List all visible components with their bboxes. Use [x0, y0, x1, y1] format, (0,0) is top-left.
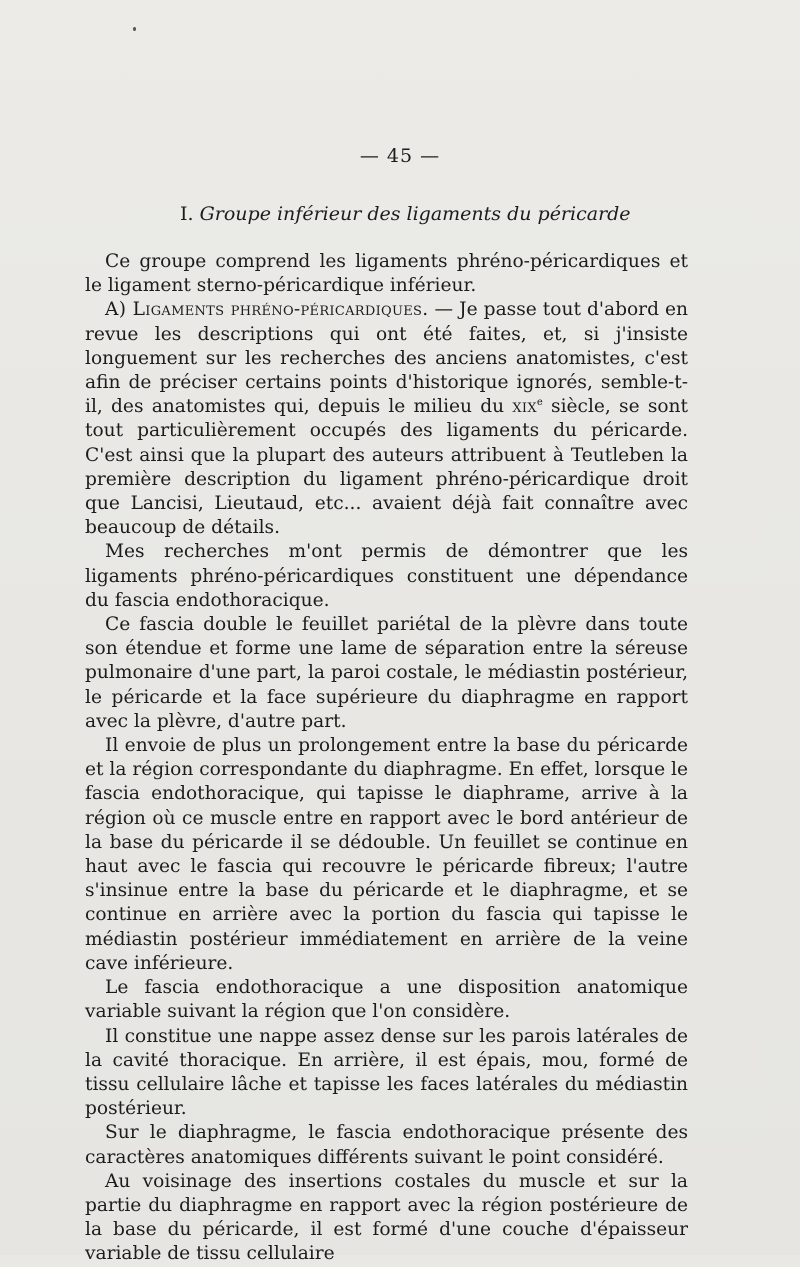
paragraph: [85, 1025, 688, 1122]
body-text: [85, 250, 688, 1267]
page-number: — 45 —: [359, 145, 441, 167]
paragraph-text: siècle, se sont tout particulièrement occupés des ligaments du péricarde. C'est ainsi que la plupart des auteurs attribuent à Teutleben la première description du ligament phréno-péricardique droit que Lancisi, Lieutaud, etc... avaient déjà fait connaître avec beaucoup de détails.: [85, 396, 688, 539]
paragraph-text: Il constitue une nappe assez dense sur les parois latérales de la cavité thoracique. En arrière, il est épais, mou, formé de tissu cellulaire lâche et tapisse les faces latérales du médiastin postérieur.: [85, 1025, 688, 1120]
paragraph: [85, 1170, 688, 1267]
paragraph-text: Ce fascia double le feuillet pariétal de la plèvre dans toute son étendue et forme une lame de séparation entre la séreuse pulmonaire d'une part, la paroi costale, le médiastin postérieur, le péricarde et la face supérieure du diaphragme en rapport avec la plèvre, d'autre part.: [85, 614, 688, 732]
paragraph: [85, 976, 688, 1024]
section-numeral: I.: [180, 203, 194, 225]
paragraph: [85, 1121, 688, 1169]
paragraph: [85, 250, 688, 298]
paragraph-text: Le fascia endothoracique a une disposition anatomique variable suivant la région que l'on considère.: [85, 977, 688, 1023]
section-heading: [180, 203, 631, 225]
paragraph: [85, 734, 688, 976]
paragraph: [85, 298, 688, 540]
paragraph-text: Il envoie de plus un prolongement entre la base du péricarde et la région correspondante du diaphragme. En effet, lorsque le fascia endothoracique, qui tapisse le diaphrame, arrive à la région où ce muscle entre en rapport avec le bord antérieur de la base du péricarde il se dédouble. Un feuillet se continue en haut avec le fascia qui recouvre le péricarde fibreux; l'autre s'insinue entre la base du péricarde et le diaphragme, et se continue en arrière avec la portion du fascia qui tapisse le médiastin postérieur immédiatement en arrière de la veine cave inférieure.: [85, 735, 688, 974]
section-title: Groupe inférieur des ligaments du péricarde: [199, 203, 631, 225]
century-superscript: e: [536, 397, 543, 409]
paragraph-text: Mes recherches m'ont permis de démontrer que les ligaments phréno-péricardiques constituent une dépendance du fascia endothoracique.: [85, 541, 688, 611]
ink-speck: [133, 27, 136, 31]
paragraph-text: — Je passe tout d'abord en revue les descriptions qui ont été faites, et, si j'insiste longuement sur les recherches des anciens anatomistes, c'est afin de préciser certains points d'historique ignorés, semble-t-il, des anatomistes qui, depuis le milieu du: [85, 299, 689, 418]
paragraph-text: Ce groupe comprend les ligaments phréno-péricardiques et le ligament sterno-péricardique inférieur.: [85, 251, 688, 297]
paragraph: [85, 613, 688, 734]
paragraph: [85, 540, 688, 613]
subsection-heading: A) Ligaments phréno-péricardiques.: [105, 299, 429, 321]
century-numeral: xix: [512, 396, 537, 418]
paragraph-text: Sur le diaphragme, le fascia endothoracique présente des caractères anatomiques différents suivant le point considéré.: [85, 1122, 688, 1168]
paragraph-text: Au voisinage des insertions costales du muscle et sur la partie du diaphragme en rapport avec la région postérieure de la base du péricarde, il est formé d'une couche d'épaisseur variable de tissu cellulaire: [85, 1170, 688, 1265]
